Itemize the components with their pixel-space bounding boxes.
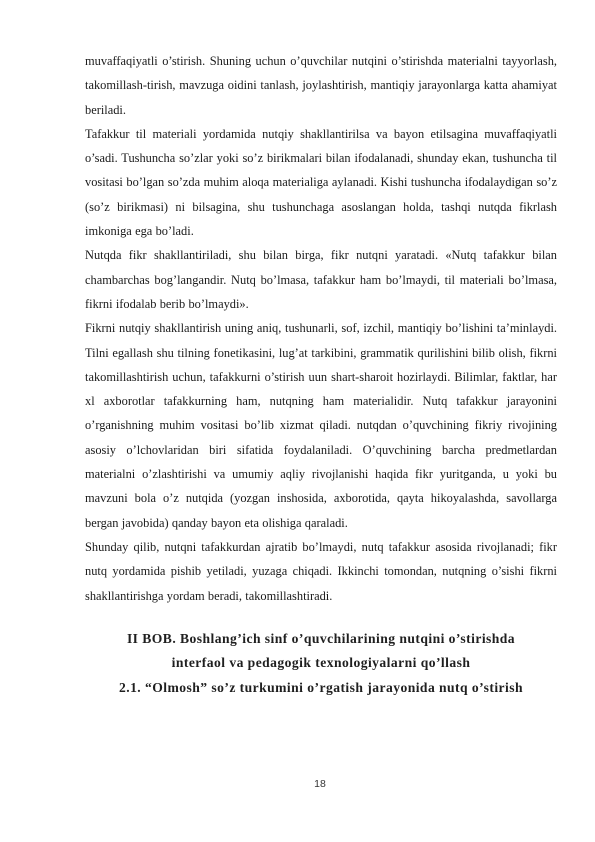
page-number: 18 xyxy=(314,778,326,790)
paragraph-1: muvaffaqiyatli o’stirish. Shuning uchun o’quvchilar nutqini o’stirishda materialni tayyorlash, takomillash-tirish, mavzuga oidini tanlash, joylashtirish, mantiqiy jarayonlarga katta ahamiyat beriladi. xyxy=(85,54,557,117)
chapter-heading-block xyxy=(85,627,557,701)
paragraph-2: Tafakkur til materiali yordamida nutqiy shakllantirilsa va bayon etilsagina muvaffaqiyatli o’sadi. Tushuncha so’zlar yoki so’z birikmalari bilan ifodalanadi, shunday ekan, tushuncha til vositasi bo’lgan so’zda muhim aloqa materialiga aylanadi. Kishi tushuncha ifodalaydigan so’z (so’z birikmasi) ni bilsagina, shu tushunchaga asoslangan holda, tashqi nutqda fikrlash imkoniga ega bo’ladi. xyxy=(85,126,557,239)
document-page xyxy=(85,49,557,701)
chapter-title-line-2: interfaol va pedagogik texnologiyalarni qo’llash xyxy=(171,655,471,671)
chapter-title-line-1: II BOB. Boshlang’ich sinf o’quvchilarining nutqini o’stirishda xyxy=(126,630,516,646)
section-title: 2.1. “Olmosh” so’z turkumini o’rgatish jarayonida nutq o’stirish xyxy=(118,680,524,696)
paragraph-4: Fikrni nutqiy shakllantirish uning aniq, tushunarli, sof, izchil, mantiqiy bo’lishini ta’minlaydi. Tilni egallash shu tilning fonetikasini, lug’at tarkibini, grammatik qurilishini bilib olish, fikrni takomillashtirish uchun, tafakkurni o’stirish uun shart-sharoit hozirlaydi. Bilimlar, faktlar, har xl axborotlar tafakkurning ham, nutqning ham materialidir. Nutq tafakkur jarayonini o’rganishning muhim vositasi bo’lib xizmat qiladi. nutqdan o’quvchining fikriy rivojining asosiy o’lchovlaridan biri sifatida foydalaniladi. O’quvchining barcha predmetlardan materialni o’zlashtirishi va umumiy aqliy rivojlanishi haqida fikr yuritganda, u yoki bu mavzuni bola o’z nutqida (yozgan inshosida, axborotida, qayta hikoyalashda, savollarga bergan javobida) qanday bayon eta olishiga qaraladi. xyxy=(85,321,557,530)
paragraph-5: Shunday qilib, nutqni tafakkurdan ajratib bo’lmaydi, nutq tafakkur asosida rivojlanadi; fikr nutq yordamida pishib yetiladi, yuzaga chiqadi. Ikkinchi tomondan, nutqning o’sishi fikrni shakllantirishga yordam beradi, takomillashtiradi. xyxy=(85,539,557,603)
paragraph-3: Nutqda fikr shakllantiriladi, shu bilan birga, fikr nutqni yaratadi. «Nutq tafakkur bilan chambarchas bog’langandir. Nutq bo’lmasa, tafakkur ham bo’lmaydi, til materiali bo’lmasa, fikrni ifodalab berib bo’lmaydi». xyxy=(85,248,557,311)
